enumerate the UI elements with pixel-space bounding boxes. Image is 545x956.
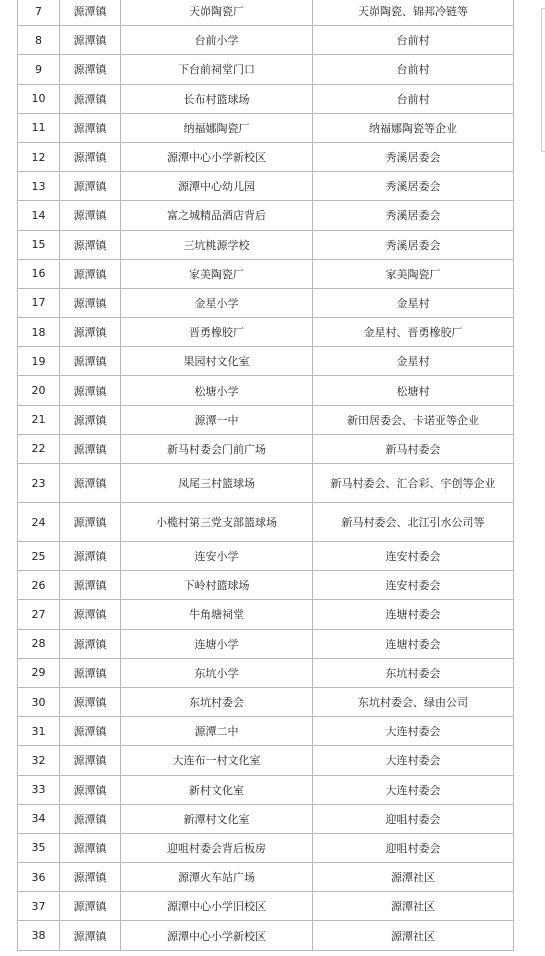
row-number: 29 bbox=[18, 658, 60, 687]
town-cell: 源潭镇 bbox=[60, 892, 121, 921]
scope-cell: 连安村委会 bbox=[313, 571, 514, 600]
town-cell: 源潭镇 bbox=[60, 542, 121, 571]
scope-cell: 东坑村委会、绿由公司 bbox=[313, 687, 514, 716]
site-cell: 源潭火车站广场 bbox=[121, 863, 313, 892]
scope-cell: 大连村委会 bbox=[313, 746, 514, 775]
row-number: 15 bbox=[18, 230, 60, 259]
town-cell: 源潭镇 bbox=[60, 26, 121, 55]
site-cell: 下台前祠堂门口 bbox=[121, 55, 313, 84]
town-cell: 源潭镇 bbox=[60, 833, 121, 862]
table-row bbox=[18, 318, 514, 347]
row-number: 16 bbox=[18, 259, 60, 288]
row-number: 25 bbox=[18, 542, 60, 571]
scope-cell: 新马村委会、北江引水公司等 bbox=[313, 503, 514, 542]
scope-cell: 源潭社区 bbox=[313, 892, 514, 921]
site-cell: 凤尾三村篮球场 bbox=[121, 464, 313, 503]
site-cell: 源潭中心小学旧校区 bbox=[121, 892, 313, 921]
scope-cell: 台前村 bbox=[313, 84, 514, 113]
row-number: 28 bbox=[18, 629, 60, 658]
site-cell: 晋勇橡胶厂 bbox=[121, 318, 313, 347]
row-number: 17 bbox=[18, 288, 60, 317]
town-cell: 源潭镇 bbox=[60, 921, 121, 950]
town-cell: 源潭镇 bbox=[60, 172, 121, 201]
site-cell: 源潭中心小学新校区 bbox=[121, 142, 313, 171]
table-row bbox=[18, 0, 514, 26]
town-cell: 源潭镇 bbox=[60, 434, 121, 463]
site-cell: 东坑小学 bbox=[121, 658, 313, 687]
table-row bbox=[18, 746, 514, 775]
scope-cell: 金星村 bbox=[313, 347, 514, 376]
table-row bbox=[18, 717, 514, 746]
town-cell: 源潭镇 bbox=[60, 658, 121, 687]
town-cell: 源潭镇 bbox=[60, 405, 121, 434]
town-cell: 源潭镇 bbox=[60, 55, 121, 84]
table-row bbox=[18, 405, 514, 434]
town-cell: 源潭镇 bbox=[60, 259, 121, 288]
row-number: 32 bbox=[18, 746, 60, 775]
town-cell: 源潭镇 bbox=[60, 629, 121, 658]
site-cell: 新村文化室 bbox=[121, 775, 313, 804]
site-cell: 源潭中心小学新校区 bbox=[121, 921, 313, 950]
scope-cell: 秀溪居委会 bbox=[313, 230, 514, 259]
row-number: 12 bbox=[18, 142, 60, 171]
town-cell: 源潭镇 bbox=[60, 318, 121, 347]
table-row bbox=[18, 113, 514, 142]
row-number: 7 bbox=[18, 0, 60, 26]
site-cell: 源潭二中 bbox=[121, 717, 313, 746]
table-row bbox=[18, 658, 514, 687]
scope-cell: 天峁陶瓷、锦邦冷链等 bbox=[313, 0, 514, 26]
town-cell: 源潭镇 bbox=[60, 201, 121, 230]
scope-cell: 家美陶瓷厂 bbox=[313, 259, 514, 288]
row-number: 14 bbox=[18, 201, 60, 230]
table-row bbox=[18, 26, 514, 55]
row-number: 35 bbox=[18, 833, 60, 862]
scope-cell: 秀溪居委会 bbox=[313, 142, 514, 171]
table-row bbox=[18, 376, 514, 405]
site-cell: 小榄村第三党支部篮球场 bbox=[121, 503, 313, 542]
town-cell: 源潭镇 bbox=[60, 804, 121, 833]
row-number: 30 bbox=[18, 687, 60, 716]
table-row bbox=[18, 464, 514, 503]
town-cell: 源潭镇 bbox=[60, 503, 121, 542]
town-cell: 源潭镇 bbox=[60, 464, 121, 503]
scope-cell: 连安村委会 bbox=[313, 542, 514, 571]
scope-cell: 大连村委会 bbox=[313, 775, 514, 804]
town-cell: 源潭镇 bbox=[60, 347, 121, 376]
scope-cell: 大连村委会 bbox=[313, 717, 514, 746]
row-number: 34 bbox=[18, 804, 60, 833]
row-number: 33 bbox=[18, 775, 60, 804]
table-row bbox=[18, 863, 514, 892]
town-cell: 源潭镇 bbox=[60, 571, 121, 600]
site-cell: 东坑村委会 bbox=[121, 687, 313, 716]
table-row bbox=[18, 259, 514, 288]
table-row bbox=[18, 542, 514, 571]
site-cell: 松塘小学 bbox=[121, 376, 313, 405]
scope-cell: 秀溪居委会 bbox=[313, 201, 514, 230]
row-number: 22 bbox=[18, 434, 60, 463]
table-body bbox=[18, 0, 514, 950]
row-number: 20 bbox=[18, 376, 60, 405]
row-number: 36 bbox=[18, 863, 60, 892]
table-row bbox=[18, 142, 514, 171]
table-row bbox=[18, 288, 514, 317]
scope-cell: 金星村、晋勇橡胶厂 bbox=[313, 318, 514, 347]
scope-cell: 秀溪居委会 bbox=[313, 172, 514, 201]
table-row bbox=[18, 833, 514, 862]
table-row bbox=[18, 571, 514, 600]
table-row bbox=[18, 503, 514, 542]
site-cell: 大连布一村文化室 bbox=[121, 746, 313, 775]
town-cell: 源潭镇 bbox=[60, 600, 121, 629]
town-cell: 源潭镇 bbox=[60, 376, 121, 405]
scope-cell: 新田居委会、卡诺亚等企业 bbox=[313, 405, 514, 434]
table-row bbox=[18, 201, 514, 230]
row-number: 23 bbox=[18, 464, 60, 503]
town-cell: 源潭镇 bbox=[60, 230, 121, 259]
table-row bbox=[18, 434, 514, 463]
town-cell: 源潭镇 bbox=[60, 775, 121, 804]
town-cell: 源潭镇 bbox=[60, 0, 121, 26]
scope-cell: 台前村 bbox=[313, 55, 514, 84]
town-cell: 源潭镇 bbox=[60, 863, 121, 892]
row-number: 27 bbox=[18, 600, 60, 629]
site-cell: 家美陶瓷厂 bbox=[121, 259, 313, 288]
row-number: 11 bbox=[18, 113, 60, 142]
site-cell: 牛角塘祠堂 bbox=[121, 600, 313, 629]
row-number: 18 bbox=[18, 318, 60, 347]
table-row bbox=[18, 687, 514, 716]
table-row bbox=[18, 629, 514, 658]
site-cell: 连塘小学 bbox=[121, 629, 313, 658]
table-row bbox=[18, 892, 514, 921]
scope-cell: 源潭社区 bbox=[313, 863, 514, 892]
table-row bbox=[18, 84, 514, 113]
town-cell: 源潭镇 bbox=[60, 746, 121, 775]
site-cell: 金星小学 bbox=[121, 288, 313, 317]
town-cell: 源潭镇 bbox=[60, 113, 121, 142]
sampling-site-table bbox=[17, 0, 514, 951]
site-cell: 迎咀村委会背后板房 bbox=[121, 833, 313, 862]
site-cell: 长布村篮球场 bbox=[121, 84, 313, 113]
town-cell: 源潭镇 bbox=[60, 142, 121, 171]
site-cell: 源潭中心幼儿园 bbox=[121, 172, 313, 201]
row-number: 8 bbox=[18, 26, 60, 55]
site-cell: 台前小学 bbox=[121, 26, 313, 55]
scope-cell: 台前村 bbox=[313, 26, 514, 55]
site-cell: 新马村委会门前广场 bbox=[121, 434, 313, 463]
row-number: 19 bbox=[18, 347, 60, 376]
site-cell: 富之城精品酒店背后 bbox=[121, 201, 313, 230]
site-cell: 下岭村篮球场 bbox=[121, 571, 313, 600]
table-row bbox=[18, 600, 514, 629]
site-cell: 纳福娜陶瓷厂 bbox=[121, 113, 313, 142]
row-number: 9 bbox=[18, 55, 60, 84]
site-cell: 连安小学 bbox=[121, 542, 313, 571]
scope-cell: 新马村委会 bbox=[313, 434, 514, 463]
table-row bbox=[18, 775, 514, 804]
row-number: 38 bbox=[18, 921, 60, 950]
site-cell: 源潭一中 bbox=[121, 405, 313, 434]
row-number: 31 bbox=[18, 717, 60, 746]
scope-cell: 新马村委会、汇合彩、宇创等企业 bbox=[313, 464, 514, 503]
scope-cell: 金星村 bbox=[313, 288, 514, 317]
town-cell: 源潭镇 bbox=[60, 687, 121, 716]
row-number: 13 bbox=[18, 172, 60, 201]
site-cell: 三坑桃源学校 bbox=[121, 230, 313, 259]
row-number: 24 bbox=[18, 503, 60, 542]
scope-cell: 连塘村委会 bbox=[313, 629, 514, 658]
town-cell: 源潭镇 bbox=[60, 84, 121, 113]
scope-cell: 迎咀村委会 bbox=[313, 804, 514, 833]
site-cell: 天峁陶瓷厂 bbox=[121, 0, 313, 26]
table-row bbox=[18, 55, 514, 84]
scope-cell: 连塘村委会 bbox=[313, 600, 514, 629]
row-number: 10 bbox=[18, 84, 60, 113]
site-cell: 果园村文化室 bbox=[121, 347, 313, 376]
table-row bbox=[18, 347, 514, 376]
town-cell: 源潭镇 bbox=[60, 288, 121, 317]
scope-cell: 松塘村 bbox=[313, 376, 514, 405]
scope-cell: 东坑村委会 bbox=[313, 658, 514, 687]
scope-cell: 源潭社区 bbox=[313, 921, 514, 950]
town-cell: 源潭镇 bbox=[60, 717, 121, 746]
row-number: 37 bbox=[18, 892, 60, 921]
table-row bbox=[18, 172, 514, 201]
table-row bbox=[18, 230, 514, 259]
side-panel-edge bbox=[541, 8, 545, 152]
table-row bbox=[18, 921, 514, 950]
scope-cell: 迎咀村委会 bbox=[313, 833, 514, 862]
row-number: 21 bbox=[18, 405, 60, 434]
row-number: 26 bbox=[18, 571, 60, 600]
site-cell: 新潭村文化室 bbox=[121, 804, 313, 833]
table-row bbox=[18, 804, 514, 833]
scope-cell: 纳福娜陶瓷等企业 bbox=[313, 113, 514, 142]
